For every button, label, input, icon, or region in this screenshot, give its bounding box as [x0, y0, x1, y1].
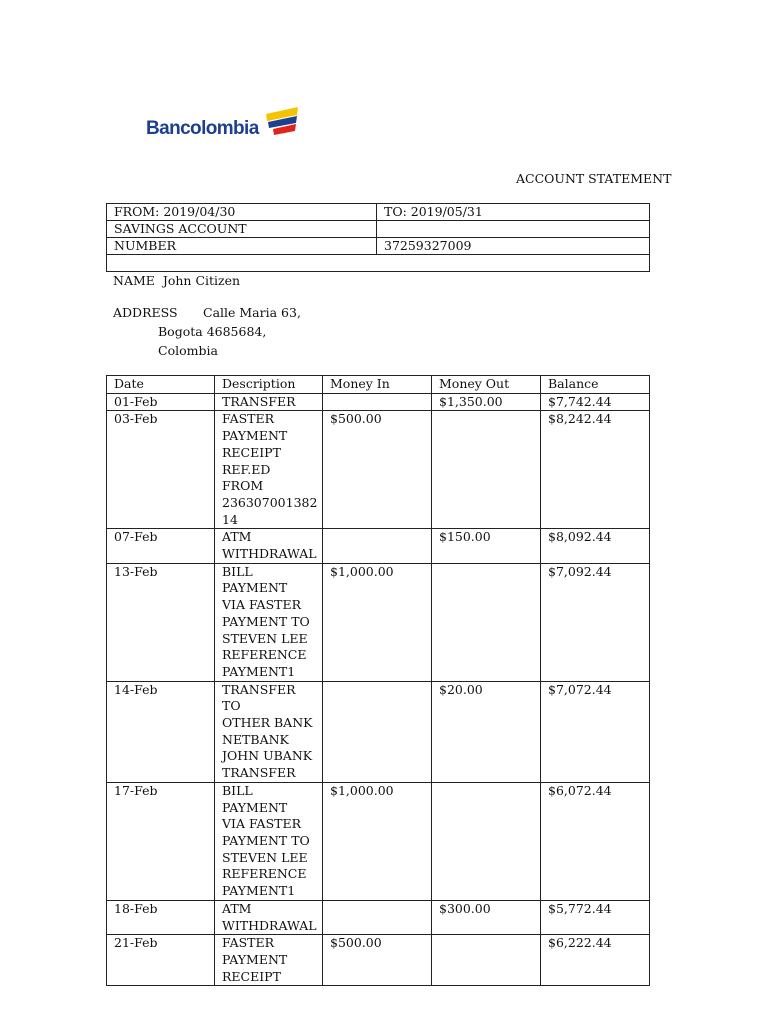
row-description: TRANSFER	[215, 393, 323, 411]
account-number-value: 37259327009	[377, 238, 650, 255]
row-balance: $6,072.44	[541, 782, 650, 900]
row-money-in: $1,000.00	[323, 782, 432, 900]
row-money-in: $1,000.00	[323, 563, 432, 681]
table-header-row	[107, 376, 650, 394]
row-balance: $8,092.44	[541, 529, 650, 563]
period-from: FROM: 2019/04/30	[107, 204, 377, 221]
row-money-out: $1,350.00	[432, 393, 541, 411]
row-money-in	[323, 393, 432, 411]
row-description: FASTER PAYMENT RECEIPT	[215, 935, 323, 986]
bancolombia-flag-icon	[264, 104, 302, 136]
header-description: Description	[215, 376, 323, 394]
row-description: ATM WITHDRAWAL	[215, 900, 323, 934]
period-to: TO: 2019/05/31	[377, 204, 650, 221]
row-date: 13-Feb	[107, 563, 215, 681]
row-money-in	[323, 681, 432, 782]
row-money-out: $300.00	[432, 900, 541, 934]
row-description: BILL PAYMENT VIA FASTER PAYMENT TO STEVEN LEE REFERENCE PAYMENT1	[215, 563, 323, 681]
document-title: ACCOUNT STATEMENT	[516, 171, 672, 186]
header-money-out: Money Out	[432, 376, 541, 394]
row-description: ATM WITHDRAWAL	[215, 529, 323, 563]
table-row	[107, 529, 650, 563]
row-balance: $8,242.44	[541, 411, 650, 529]
row-money-out	[432, 935, 541, 986]
table-row	[107, 411, 650, 529]
table-row	[107, 935, 650, 986]
row-money-in	[323, 900, 432, 934]
row-balance: $7,742.44	[541, 393, 650, 411]
customer-name: John Citizen	[162, 273, 241, 288]
row-date: 07-Feb	[107, 529, 215, 563]
row-money-out: $150.00	[432, 529, 541, 563]
row-date: 01-Feb	[107, 393, 215, 411]
table-row	[107, 681, 650, 782]
row-money-out	[432, 782, 541, 900]
empty-cell	[377, 221, 650, 238]
header-money-in: Money In	[323, 376, 432, 394]
row-balance: $7,072.44	[541, 681, 650, 782]
row-date: 18-Feb	[107, 900, 215, 934]
row-balance: $6,222.44	[541, 935, 650, 986]
address-line-3: Colombia	[158, 343, 218, 358]
row-description: FASTER PAYMENT RECEIPT REF.ED FROM 236307001382 14	[215, 411, 323, 529]
header-date: Date	[107, 376, 215, 394]
row-money-in: $500.00	[323, 411, 432, 529]
row-date: 14-Feb	[107, 681, 215, 782]
row-money-out	[432, 411, 541, 529]
row-money-out: $20.00	[432, 681, 541, 782]
row-money-in: $500.00	[323, 935, 432, 986]
row-balance: $7,092.44	[541, 563, 650, 681]
name-label: NAME	[113, 273, 155, 288]
bank-logo-text: Bancolombia	[146, 118, 259, 139]
table-row	[107, 782, 650, 900]
bank-logo	[146, 100, 306, 146]
account-number-label: NUMBER	[107, 238, 377, 255]
address-line-1: Calle Maria 63,	[203, 305, 301, 320]
table-row	[107, 563, 650, 681]
account-type: SAVINGS ACCOUNT	[107, 221, 377, 238]
row-balance: $5,772.44	[541, 900, 650, 934]
row-money-in	[323, 529, 432, 563]
table-row	[107, 393, 650, 411]
row-money-out	[432, 563, 541, 681]
address-label: ADDRESS	[113, 305, 178, 320]
row-description: TRANSFER TO OTHER BANK NETBANK JOHN UBANK TRANSFER	[215, 681, 323, 782]
empty-row	[107, 255, 650, 272]
account-info-table	[106, 203, 650, 272]
customer-name-line	[113, 273, 240, 288]
row-date: 17-Feb	[107, 782, 215, 900]
transactions-table	[106, 375, 650, 986]
header-balance: Balance	[541, 376, 650, 394]
row-description: BILL PAYMENT VIA FASTER PAYMENT TO STEVEN LEE REFERENCE PAYMENT1	[215, 782, 323, 900]
address-line-2: Bogota 4685684,	[158, 324, 267, 339]
row-date: 03-Feb	[107, 411, 215, 529]
row-date: 21-Feb	[107, 935, 215, 986]
table-row	[107, 900, 650, 934]
